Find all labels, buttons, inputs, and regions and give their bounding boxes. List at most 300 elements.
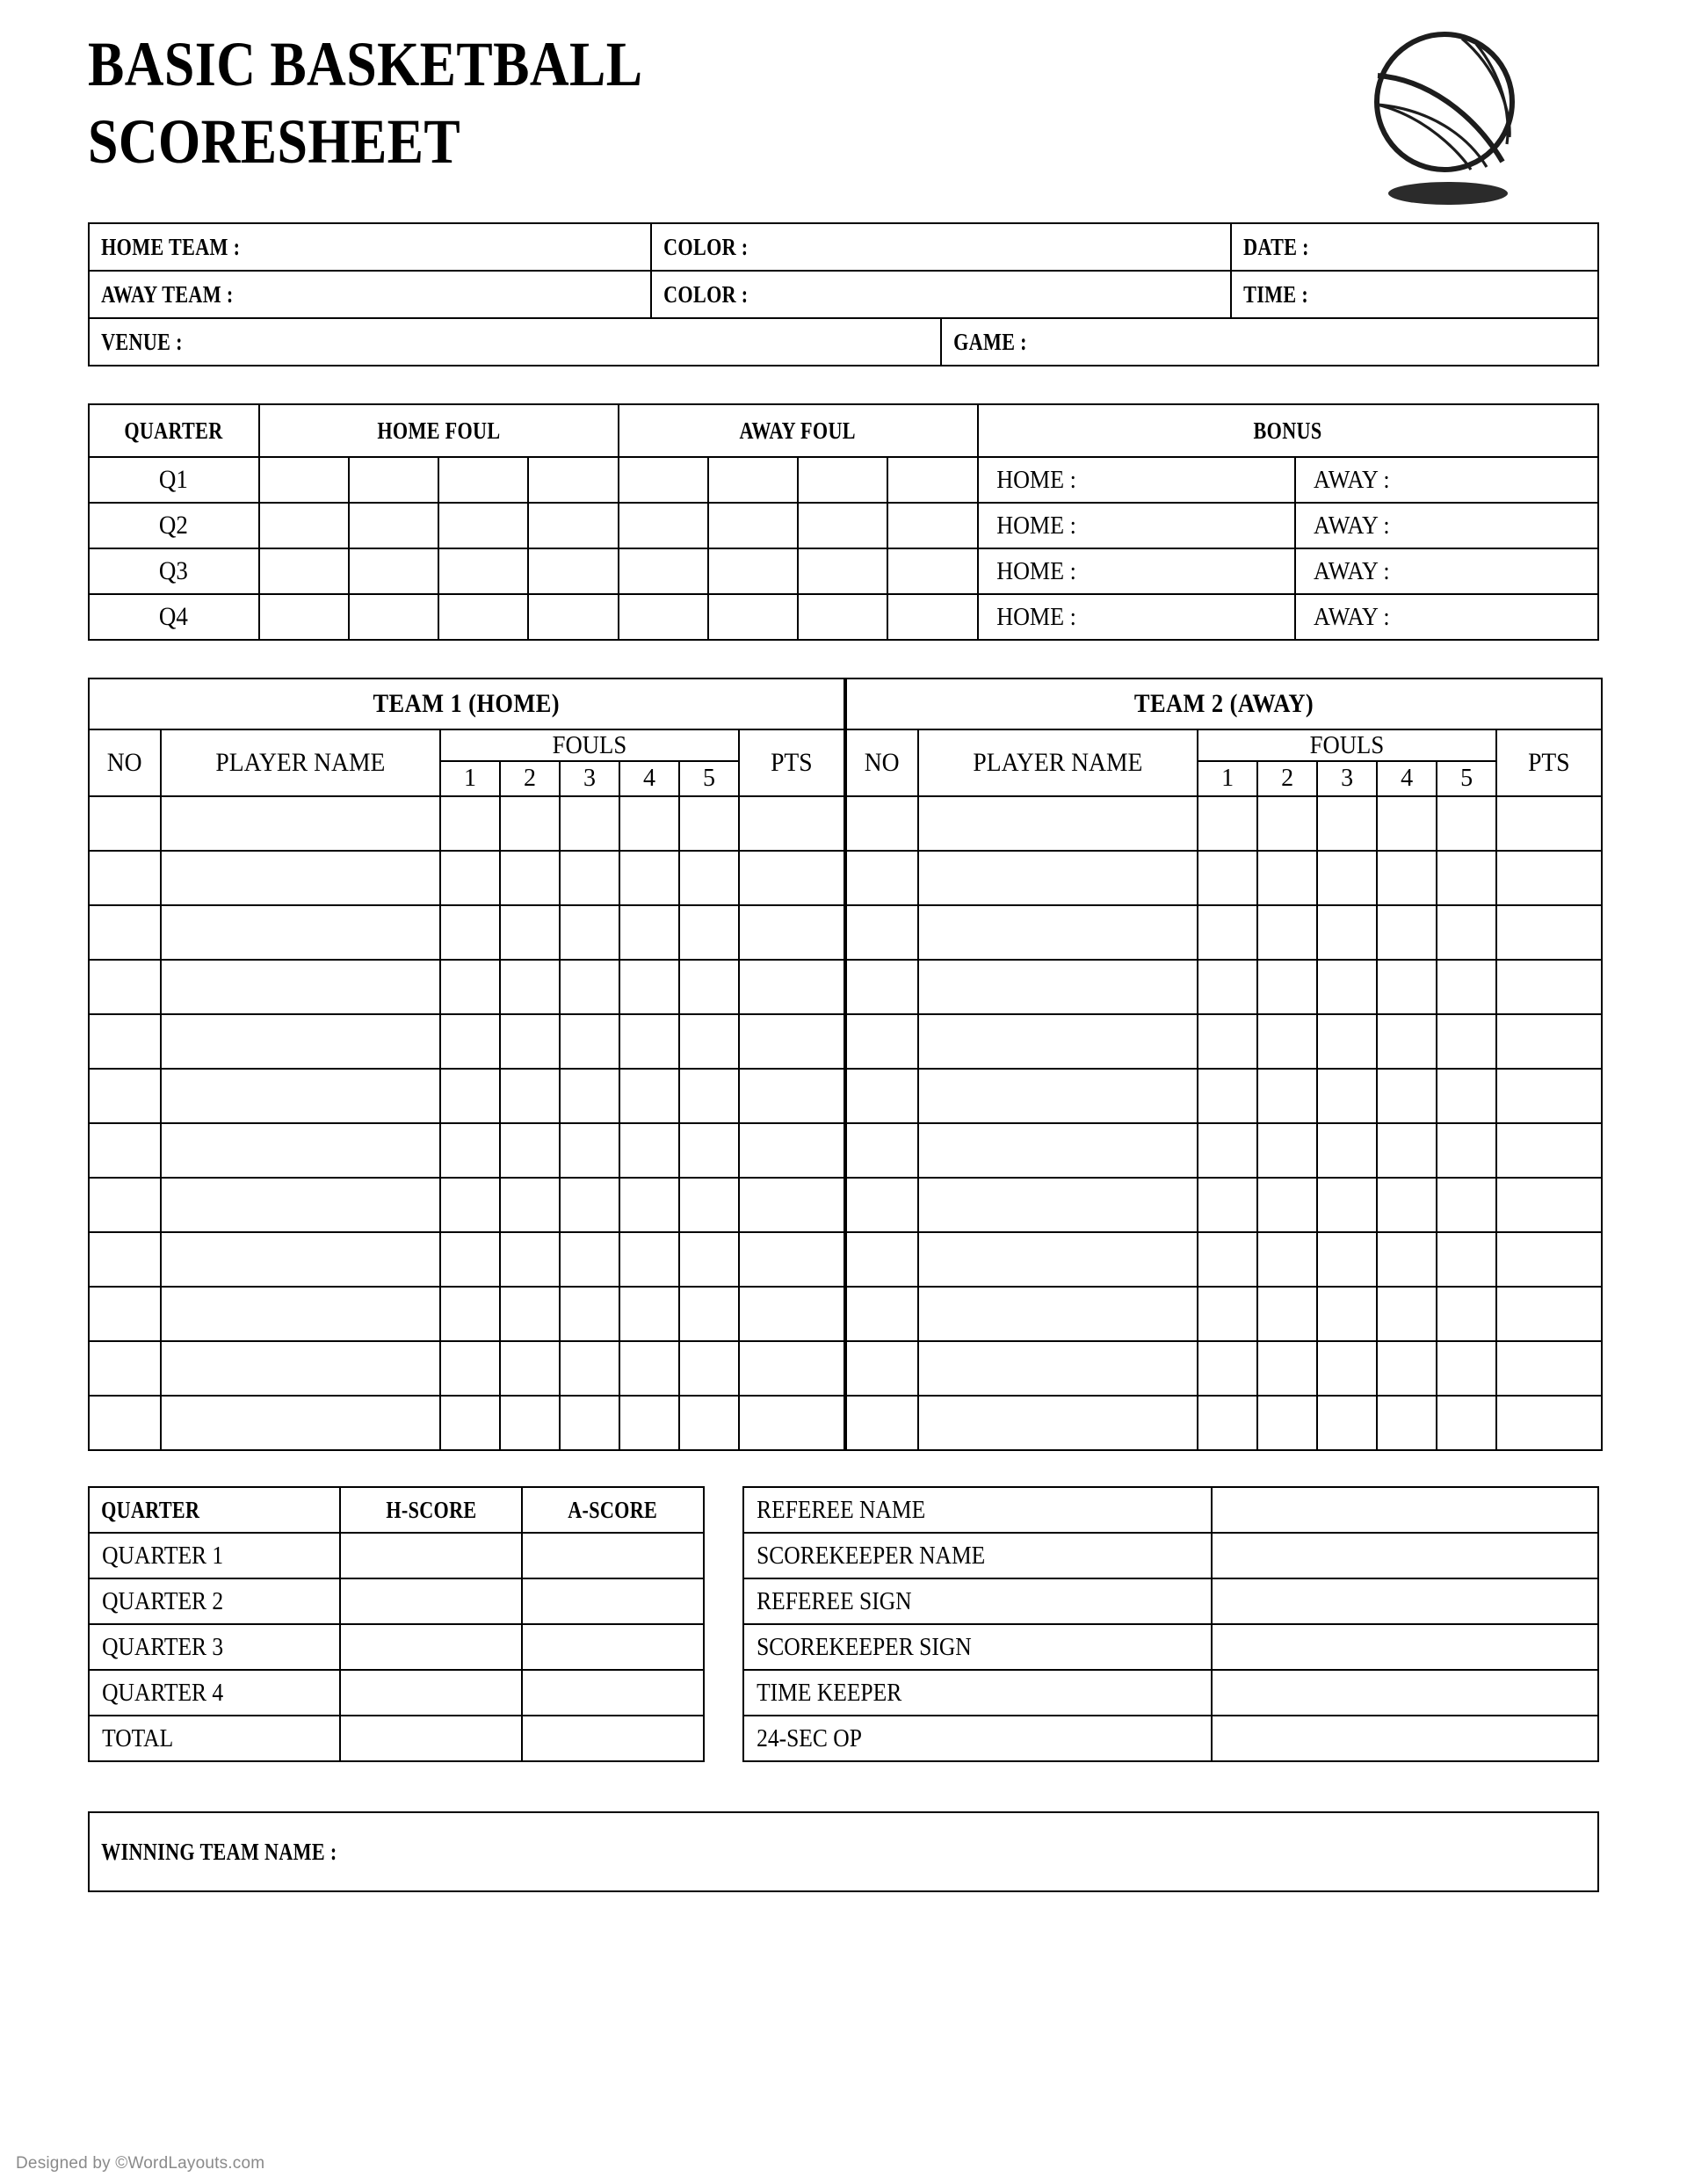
team1-foul-num-2 — [500, 761, 560, 796]
home-foul-cell[interactable] — [528, 548, 618, 594]
team2-foul-cell-3[interactable] — [1317, 1341, 1377, 1396]
bonus-home-cell-q4[interactable] — [978, 594, 1295, 640]
team2-foul-cell-5[interactable] — [1437, 960, 1496, 1014]
score-ascore-total[interactable] — [522, 1716, 704, 1761]
team1-foul-cell-4[interactable] — [619, 851, 679, 905]
team1-foul-cell-3[interactable] — [560, 1396, 619, 1450]
team2-foul-cell-2[interactable] — [1257, 1014, 1317, 1069]
team2-pts-cell[interactable] — [1496, 1287, 1602, 1341]
team1-foul-cell-2[interactable] — [500, 1341, 560, 1396]
team2-foul-cell-5[interactable] — [1437, 1178, 1496, 1232]
team1-foul-cell-4[interactable] — [619, 1396, 679, 1450]
team1-pts-cell[interactable] — [739, 851, 844, 905]
team1-foul-cell-3[interactable] — [560, 796, 619, 851]
team1-foul-cell-5[interactable] — [679, 960, 739, 1014]
team1-foul-cell-4[interactable] — [619, 1069, 679, 1123]
team1-foul-cell-4[interactable] — [619, 1232, 679, 1287]
team2-foul-num-label-1: 1 — [1221, 765, 1234, 792]
team2-foul-cell-5[interactable] — [1437, 1014, 1496, 1069]
score-ascore-q1[interactable] — [522, 1533, 704, 1578]
team1-foul-cell-3[interactable] — [560, 1069, 619, 1123]
team2-foul-cell-2[interactable] — [1257, 796, 1317, 851]
team2-foul-cell-2[interactable] — [1257, 1287, 1317, 1341]
team2-foul-cell-3[interactable] — [1317, 1014, 1377, 1069]
team1-foul-cell-2[interactable] — [500, 960, 560, 1014]
team2-player-header — [918, 729, 1198, 796]
team1-player-name-cell[interactable] — [161, 1287, 440, 1341]
home-foul-cell[interactable] — [259, 457, 349, 503]
foul-header-row — [89, 404, 1598, 457]
home-foul-cell[interactable] — [528, 457, 618, 503]
away-foul-cell[interactable] — [619, 594, 708, 640]
team1-foul-cell-3[interactable] — [560, 1123, 619, 1178]
team1-pts-cell[interactable] — [739, 1232, 844, 1287]
away-foul-cell[interactable] — [887, 548, 977, 594]
team2-foul-cell-3[interactable] — [1317, 1396, 1377, 1450]
team1-pts-cell[interactable] — [739, 960, 844, 1014]
officials-value-scorekeeper-name[interactable] — [1212, 1533, 1598, 1578]
quarter-label-q1: Q1 — [159, 465, 189, 494]
team2-foul-cell-1[interactable] — [1198, 960, 1257, 1014]
team2-foul-cell-5[interactable] — [1437, 796, 1496, 851]
bonus-home-cell-q1[interactable] — [978, 457, 1295, 503]
team1-no-cell[interactable] — [89, 1287, 161, 1341]
team1-pts-label: PTS — [771, 748, 813, 777]
home-foul-cell[interactable] — [438, 457, 528, 503]
team1-pts-cell[interactable] — [739, 1069, 844, 1123]
team1-no-cell[interactable] — [89, 1232, 161, 1287]
team1-foul-cell-3[interactable] — [560, 1232, 619, 1287]
team1-no-cell[interactable] — [89, 1178, 161, 1232]
away-foul-cell[interactable] — [887, 457, 977, 503]
team1-foul-cell-5[interactable] — [679, 905, 739, 960]
team1-player-name-cell[interactable] — [161, 1178, 440, 1232]
team2-foul-cell-4[interactable] — [1377, 905, 1437, 960]
bonus-home-cell-q3[interactable] — [978, 548, 1295, 594]
team1-player-name-cell[interactable] — [161, 1341, 440, 1396]
team1-foul-cell-3[interactable] — [560, 1178, 619, 1232]
team2-foul-cell-1[interactable] — [1198, 851, 1257, 905]
home-foul-cell[interactable] — [349, 503, 438, 548]
team1-foul-cell-2[interactable] — [500, 1123, 560, 1178]
home-foul-cell[interactable] — [259, 548, 349, 594]
team2-player-name-cell[interactable] — [918, 1341, 1198, 1396]
team1-foul-cell-4[interactable] — [619, 1123, 679, 1178]
team2-pts-cell[interactable] — [1496, 1232, 1602, 1287]
officials-value-time-keeper[interactable] — [1212, 1670, 1598, 1716]
team1-no-cell[interactable] — [89, 851, 161, 905]
team2-foul-cell-5[interactable] — [1437, 905, 1496, 960]
team1-foul-cell-5[interactable] — [679, 796, 739, 851]
date-cell[interactable] — [1231, 223, 1598, 271]
team2-player-name-cell[interactable] — [918, 1232, 1198, 1287]
team2-foul-cell-2[interactable] — [1257, 1178, 1317, 1232]
away-foul-cell[interactable] — [708, 548, 798, 594]
team2-foul-cell-5[interactable] — [1437, 851, 1496, 905]
home-foul-cell[interactable] — [438, 594, 528, 640]
team1-foul-cell-4[interactable] — [619, 796, 679, 851]
score-label-q2-text: QUARTER 2 — [102, 1586, 224, 1615]
table-row — [89, 1287, 844, 1341]
team1-player-name-cell[interactable] — [161, 1396, 440, 1450]
away-foul-cell[interactable] — [798, 457, 887, 503]
team2-pts-cell[interactable] — [1496, 1123, 1602, 1178]
team1-foul-num-label-4: 4 — [643, 765, 655, 792]
team1-foul-cell-1[interactable] — [440, 905, 500, 960]
team2-foul-cell-1[interactable] — [1198, 1123, 1257, 1178]
team1-no-cell[interactable] — [89, 1014, 161, 1069]
foul-tracking-table — [88, 403, 1599, 641]
officials-label-referee-name — [743, 1487, 1212, 1533]
away-foul-cell[interactable] — [887, 594, 977, 640]
team1-foul-cell-1[interactable] — [440, 1069, 500, 1123]
team1-foul-cell-3[interactable] — [560, 851, 619, 905]
team1-foul-cell-4[interactable] — [619, 905, 679, 960]
away-foul-cell[interactable] — [708, 457, 798, 503]
away-foul-cell[interactable] — [798, 503, 887, 548]
officials-value-24sec-op[interactable] — [1212, 1716, 1598, 1761]
team2-foul-cell-4[interactable] — [1377, 1014, 1437, 1069]
team2-foul-cell-3[interactable] — [1317, 796, 1377, 851]
team2-foul-cell-4[interactable] — [1377, 1178, 1437, 1232]
team2-pts-cell[interactable] — [1496, 960, 1602, 1014]
team2-foul-cell-4[interactable] — [1377, 960, 1437, 1014]
team1-foul-cell-5[interactable] — [679, 1014, 739, 1069]
officials-label-scorekeeper-name-text: SCOREKEEPER NAME — [757, 1541, 986, 1570]
team1-foul-cell-1[interactable] — [440, 1123, 500, 1178]
team2-foul-cell-1[interactable] — [1198, 1287, 1257, 1341]
team2-no-cell[interactable] — [846, 1396, 918, 1450]
team2-foul-cell-2[interactable] — [1257, 1341, 1317, 1396]
team1-player-name-cell[interactable] — [161, 851, 440, 905]
team1-foul-cell-3[interactable] — [560, 1014, 619, 1069]
officials-label-scorekeeper-sign — [743, 1624, 1212, 1670]
team2-player-name-cell[interactable] — [918, 1396, 1198, 1450]
away-color-cell[interactable] — [651, 271, 1231, 318]
team2-no-cell[interactable] — [846, 796, 918, 851]
home-foul-cell[interactable] — [259, 503, 349, 548]
bonus-away-cell-q2[interactable] — [1295, 503, 1598, 548]
team1-foul-cell-1[interactable] — [440, 1232, 500, 1287]
bonus-away-label-q3: AWAY : — [1313, 556, 1390, 585]
team1-foul-num-label-5: 5 — [703, 765, 715, 792]
team2-foul-cell-1[interactable] — [1198, 796, 1257, 851]
team2-no-cell[interactable] — [846, 905, 918, 960]
table-row — [846, 1178, 1602, 1232]
team2-foul-num-4 — [1377, 761, 1437, 796]
team1-pts-cell[interactable] — [739, 1178, 844, 1232]
team1-player-name-cell[interactable] — [161, 1069, 440, 1123]
team1-foul-num-label-3: 3 — [583, 765, 596, 792]
team1-foul-cell-2[interactable] — [500, 1396, 560, 1450]
team1-foul-cell-1[interactable] — [440, 1178, 500, 1232]
team1-foul-cell-3[interactable] — [560, 1341, 619, 1396]
team1-pts-cell[interactable] — [739, 905, 844, 960]
team2-foul-cell-4[interactable] — [1377, 1232, 1437, 1287]
team1-foul-cell-5[interactable] — [679, 1123, 739, 1178]
team1-foul-cell-5[interactable] — [679, 1069, 739, 1123]
team2-foul-cell-1[interactable] — [1198, 1069, 1257, 1123]
team2-no-cell[interactable] — [846, 960, 918, 1014]
team1-player-name-cell[interactable] — [161, 960, 440, 1014]
team2-foul-cell-3[interactable] — [1317, 1178, 1377, 1232]
team1-player-label: PLAYER NAME — [215, 748, 386, 777]
away-foul-cell[interactable] — [708, 503, 798, 548]
team1-foul-cell-2[interactable] — [500, 1069, 560, 1123]
info-row-venue — [89, 318, 1598, 366]
away-foul-cell[interactable] — [619, 548, 708, 594]
team2-foul-cell-3[interactable] — [1317, 905, 1377, 960]
team1-foul-cell-4[interactable] — [619, 1178, 679, 1232]
score-label-q1-text: QUARTER 1 — [102, 1541, 224, 1570]
team2-foul-cell-4[interactable] — [1377, 1341, 1437, 1396]
team1-foul-cell-2[interactable] — [500, 905, 560, 960]
team1-foul-cell-4[interactable] — [619, 1341, 679, 1396]
away-foul-cell[interactable] — [619, 457, 708, 503]
team1-foul-cell-5[interactable] — [679, 1341, 739, 1396]
team1-player-name-cell[interactable] — [161, 1123, 440, 1178]
home-foul-cell[interactable] — [528, 594, 618, 640]
team1-no-cell[interactable] — [89, 1396, 161, 1450]
officials-row-scorekeeper-sign — [743, 1624, 1598, 1670]
home-color-cell[interactable] — [651, 223, 1231, 271]
team1-foul-cell-1[interactable] — [440, 1014, 500, 1069]
team1-foul-cell-1[interactable] — [440, 796, 500, 851]
team1-pts-cell[interactable] — [739, 1123, 844, 1178]
team2-pts-cell[interactable] — [1496, 796, 1602, 851]
team2-foul-cell-4[interactable] — [1377, 1069, 1437, 1123]
team2-pts-cell[interactable] — [1496, 851, 1602, 905]
team1-foul-cell-4[interactable] — [619, 960, 679, 1014]
bonus-away-cell-q4[interactable] — [1295, 594, 1598, 640]
team2-player-name-cell[interactable] — [918, 796, 1198, 851]
team2-foul-cell-3[interactable] — [1317, 1069, 1377, 1123]
team2-pts-cell[interactable] — [1496, 1069, 1602, 1123]
team2-player-name-cell[interactable] — [918, 1069, 1198, 1123]
team2-foul-cell-5[interactable] — [1437, 1287, 1496, 1341]
team1-foul-cell-1[interactable] — [440, 1287, 500, 1341]
team1-no-cell[interactable] — [89, 1123, 161, 1178]
team2-no-cell[interactable] — [846, 1178, 918, 1232]
score-hscore-q2[interactable] — [340, 1578, 522, 1624]
score-hscore-q3[interactable] — [340, 1624, 522, 1670]
team2-player-name-cell[interactable] — [918, 960, 1198, 1014]
team2-foul-cell-4[interactable] — [1377, 1396, 1437, 1450]
team1-foul-cell-2[interactable] — [500, 1232, 560, 1287]
officials-value-referee-name[interactable] — [1212, 1487, 1598, 1533]
team2-player-name-cell[interactable] — [918, 905, 1198, 960]
team2-player-name-cell[interactable] — [918, 851, 1198, 905]
away-foul-cell[interactable] — [798, 548, 887, 594]
venue-cell[interactable] — [89, 318, 941, 366]
score-label-total-text: TOTAL — [102, 1723, 174, 1752]
team1-foul-num-label-2: 2 — [524, 765, 536, 792]
team2-fouls-head-row — [846, 729, 1602, 761]
away-foul-cell[interactable] — [798, 594, 887, 640]
team2-pts-cell[interactable] — [1496, 1396, 1602, 1450]
team1-foul-cell-2[interactable] — [500, 796, 560, 851]
team2-foul-cell-5[interactable] — [1437, 1069, 1496, 1123]
team1-no-cell[interactable] — [89, 1069, 161, 1123]
home-team-cell[interactable] — [89, 223, 651, 271]
team2-foul-cell-5[interactable] — [1437, 1396, 1496, 1450]
basketball-shadow — [1388, 182, 1508, 205]
score-hscore-q4[interactable] — [340, 1670, 522, 1716]
team1-foul-cell-3[interactable] — [560, 960, 619, 1014]
team2-player-name-cell[interactable] — [918, 1014, 1198, 1069]
team1-foul-cell-5[interactable] — [679, 1178, 739, 1232]
team1-pts-cell[interactable] — [739, 796, 844, 851]
team2-foul-cell-1[interactable] — [1198, 1014, 1257, 1069]
team2-no-cell[interactable] — [846, 1341, 918, 1396]
home-foul-cell[interactable] — [259, 594, 349, 640]
team2-foul-cell-1[interactable] — [1198, 1396, 1257, 1450]
home-foul-cell[interactable] — [349, 548, 438, 594]
table-row — [846, 1287, 1602, 1341]
team1-pts-cell[interactable] — [739, 1396, 844, 1450]
table-row — [89, 796, 844, 851]
team2-pts-cell[interactable] — [1496, 1341, 1602, 1396]
game-cell[interactable] — [941, 318, 1598, 366]
team1-no-cell[interactable] — [89, 1341, 161, 1396]
team2-title-label: TEAM 2 (AWAY) — [1134, 689, 1314, 718]
team2-foul-cell-3[interactable] — [1317, 960, 1377, 1014]
team2-foul-cell-1[interactable] — [1198, 1232, 1257, 1287]
team2-foul-cell-1[interactable] — [1198, 1341, 1257, 1396]
team1-foul-cell-3[interactable] — [560, 905, 619, 960]
away-foul-cell[interactable] — [887, 503, 977, 548]
team2-foul-cell-4[interactable] — [1377, 796, 1437, 851]
team1-player-name-cell[interactable] — [161, 905, 440, 960]
home-foul-cell[interactable] — [438, 503, 528, 548]
team1-player-name-cell[interactable] — [161, 1014, 440, 1069]
team2-foul-cell-3[interactable] — [1317, 1232, 1377, 1287]
team1-foul-cell-3[interactable] — [560, 1287, 619, 1341]
table-row — [89, 1341, 844, 1396]
away-team-cell[interactable] — [89, 271, 651, 318]
team1-player-name-cell[interactable] — [161, 796, 440, 851]
team2-foul-cell-2[interactable] — [1257, 905, 1317, 960]
bonus-home-label-q1: HOME : — [996, 465, 1076, 494]
team2-player-name-cell[interactable] — [918, 1123, 1198, 1178]
bonus-away-cell-q1[interactable] — [1295, 457, 1598, 503]
date-label: DATE : — [1243, 233, 1309, 260]
team2-pts-cell[interactable] — [1496, 905, 1602, 960]
team2-foul-cell-3[interactable] — [1317, 1123, 1377, 1178]
table-row — [89, 905, 844, 960]
officials-value-scorekeeper-sign[interactable] — [1212, 1624, 1598, 1670]
team1-foul-num-3 — [560, 761, 619, 796]
team1-foul-cell-1[interactable] — [440, 960, 500, 1014]
team1-no-cell[interactable] — [89, 796, 161, 851]
team2-foul-cell-2[interactable] — [1257, 1232, 1317, 1287]
team2-no-cell[interactable] — [846, 1123, 918, 1178]
team2-foul-cell-3[interactable] — [1317, 851, 1377, 905]
team1-rows-body — [89, 796, 844, 1450]
home-foul-cell[interactable] — [438, 548, 528, 594]
bonus-away-cell-q3[interactable] — [1295, 548, 1598, 594]
info-row-away — [89, 271, 1598, 318]
home-foul-cell[interactable] — [349, 457, 438, 503]
score-ascore-q3[interactable] — [522, 1624, 704, 1670]
team2-player-name-cell[interactable] — [918, 1287, 1198, 1341]
away-foul-cell[interactable] — [708, 594, 798, 640]
winning-team-box[interactable] — [88, 1811, 1599, 1892]
team2-foul-cell-5[interactable] — [1437, 1341, 1496, 1396]
time-cell[interactable] — [1231, 271, 1598, 318]
team1-foul-cell-1[interactable] — [440, 851, 500, 905]
team1-foul-cell-1[interactable] — [440, 1396, 500, 1450]
score-ascore-q2[interactable] — [522, 1578, 704, 1624]
team2-no-cell[interactable] — [846, 1014, 918, 1069]
team2-foul-cell-4[interactable] — [1377, 1123, 1437, 1178]
home-foul-cell[interactable] — [349, 594, 438, 640]
team1-no-cell[interactable] — [89, 905, 161, 960]
team1-pts-cell[interactable] — [739, 1341, 844, 1396]
team2-pts-cell[interactable] — [1496, 1014, 1602, 1069]
team1-foul-cell-4[interactable] — [619, 1287, 679, 1341]
team1-foul-cell-2[interactable] — [500, 1178, 560, 1232]
team1-foul-cell-5[interactable] — [679, 851, 739, 905]
team2-player-name-cell[interactable] — [918, 1178, 1198, 1232]
team1-foul-cell-5[interactable] — [679, 1287, 739, 1341]
team1-foul-cell-5[interactable] — [679, 1396, 739, 1450]
team1-foul-num-1 — [440, 761, 500, 796]
team1-foul-cell-2[interactable] — [500, 1287, 560, 1341]
quarter-label-q4: Q4 — [159, 602, 189, 631]
team2-foul-cell-2[interactable] — [1257, 1396, 1317, 1450]
team2-foul-cell-1[interactable] — [1198, 1178, 1257, 1232]
bonus-home-cell-q2[interactable] — [978, 503, 1295, 548]
team1-pts-cell[interactable] — [739, 1014, 844, 1069]
table-row — [846, 796, 1602, 851]
team2-foul-cell-2[interactable] — [1257, 960, 1317, 1014]
team2-no-cell[interactable] — [846, 1232, 918, 1287]
team1-no-cell[interactable] — [89, 960, 161, 1014]
team2-foul-cell-4[interactable] — [1377, 851, 1437, 905]
foul-row-q1 — [89, 457, 1598, 503]
team1-foul-cell-2[interactable] — [500, 851, 560, 905]
team2-foul-cell-5[interactable] — [1437, 1123, 1496, 1178]
team1-foul-cell-4[interactable] — [619, 1014, 679, 1069]
home-foul-cell[interactable] — [528, 503, 618, 548]
away-foul-cell[interactable] — [619, 503, 708, 548]
team1-pts-cell[interactable] — [739, 1287, 844, 1341]
team1-player-name-cell[interactable] — [161, 1232, 440, 1287]
team2-foul-cell-3[interactable] — [1317, 1287, 1377, 1341]
team2-no-cell[interactable] — [846, 1287, 918, 1341]
officials-value-referee-sign[interactable] — [1212, 1578, 1598, 1624]
team1-foul-cell-2[interactable] — [500, 1014, 560, 1069]
team1-foul-cell-5[interactable] — [679, 1232, 739, 1287]
team2-foul-cell-5[interactable] — [1437, 1232, 1496, 1287]
team2-foul-cell-1[interactable] — [1198, 905, 1257, 960]
team2-foul-cell-2[interactable] — [1257, 851, 1317, 905]
officials-label-time-keeper — [743, 1670, 1212, 1716]
bonus-away-label-q2: AWAY : — [1313, 511, 1390, 540]
officials-row-24sec-op — [743, 1716, 1598, 1761]
team2-foul-cell-2[interactable] — [1257, 1069, 1317, 1123]
score-hscore-total[interactable] — [340, 1716, 522, 1761]
score-ascore-q4[interactable] — [522, 1670, 704, 1716]
team2-no-cell[interactable] — [846, 851, 918, 905]
team2-pts-cell[interactable] — [1496, 1178, 1602, 1232]
team2-no-cell[interactable] — [846, 1069, 918, 1123]
score-hscore-q1[interactable] — [340, 1533, 522, 1578]
team2-foul-cell-2[interactable] — [1257, 1123, 1317, 1178]
team1-foul-cell-1[interactable] — [440, 1341, 500, 1396]
team2-foul-cell-4[interactable] — [1377, 1287, 1437, 1341]
